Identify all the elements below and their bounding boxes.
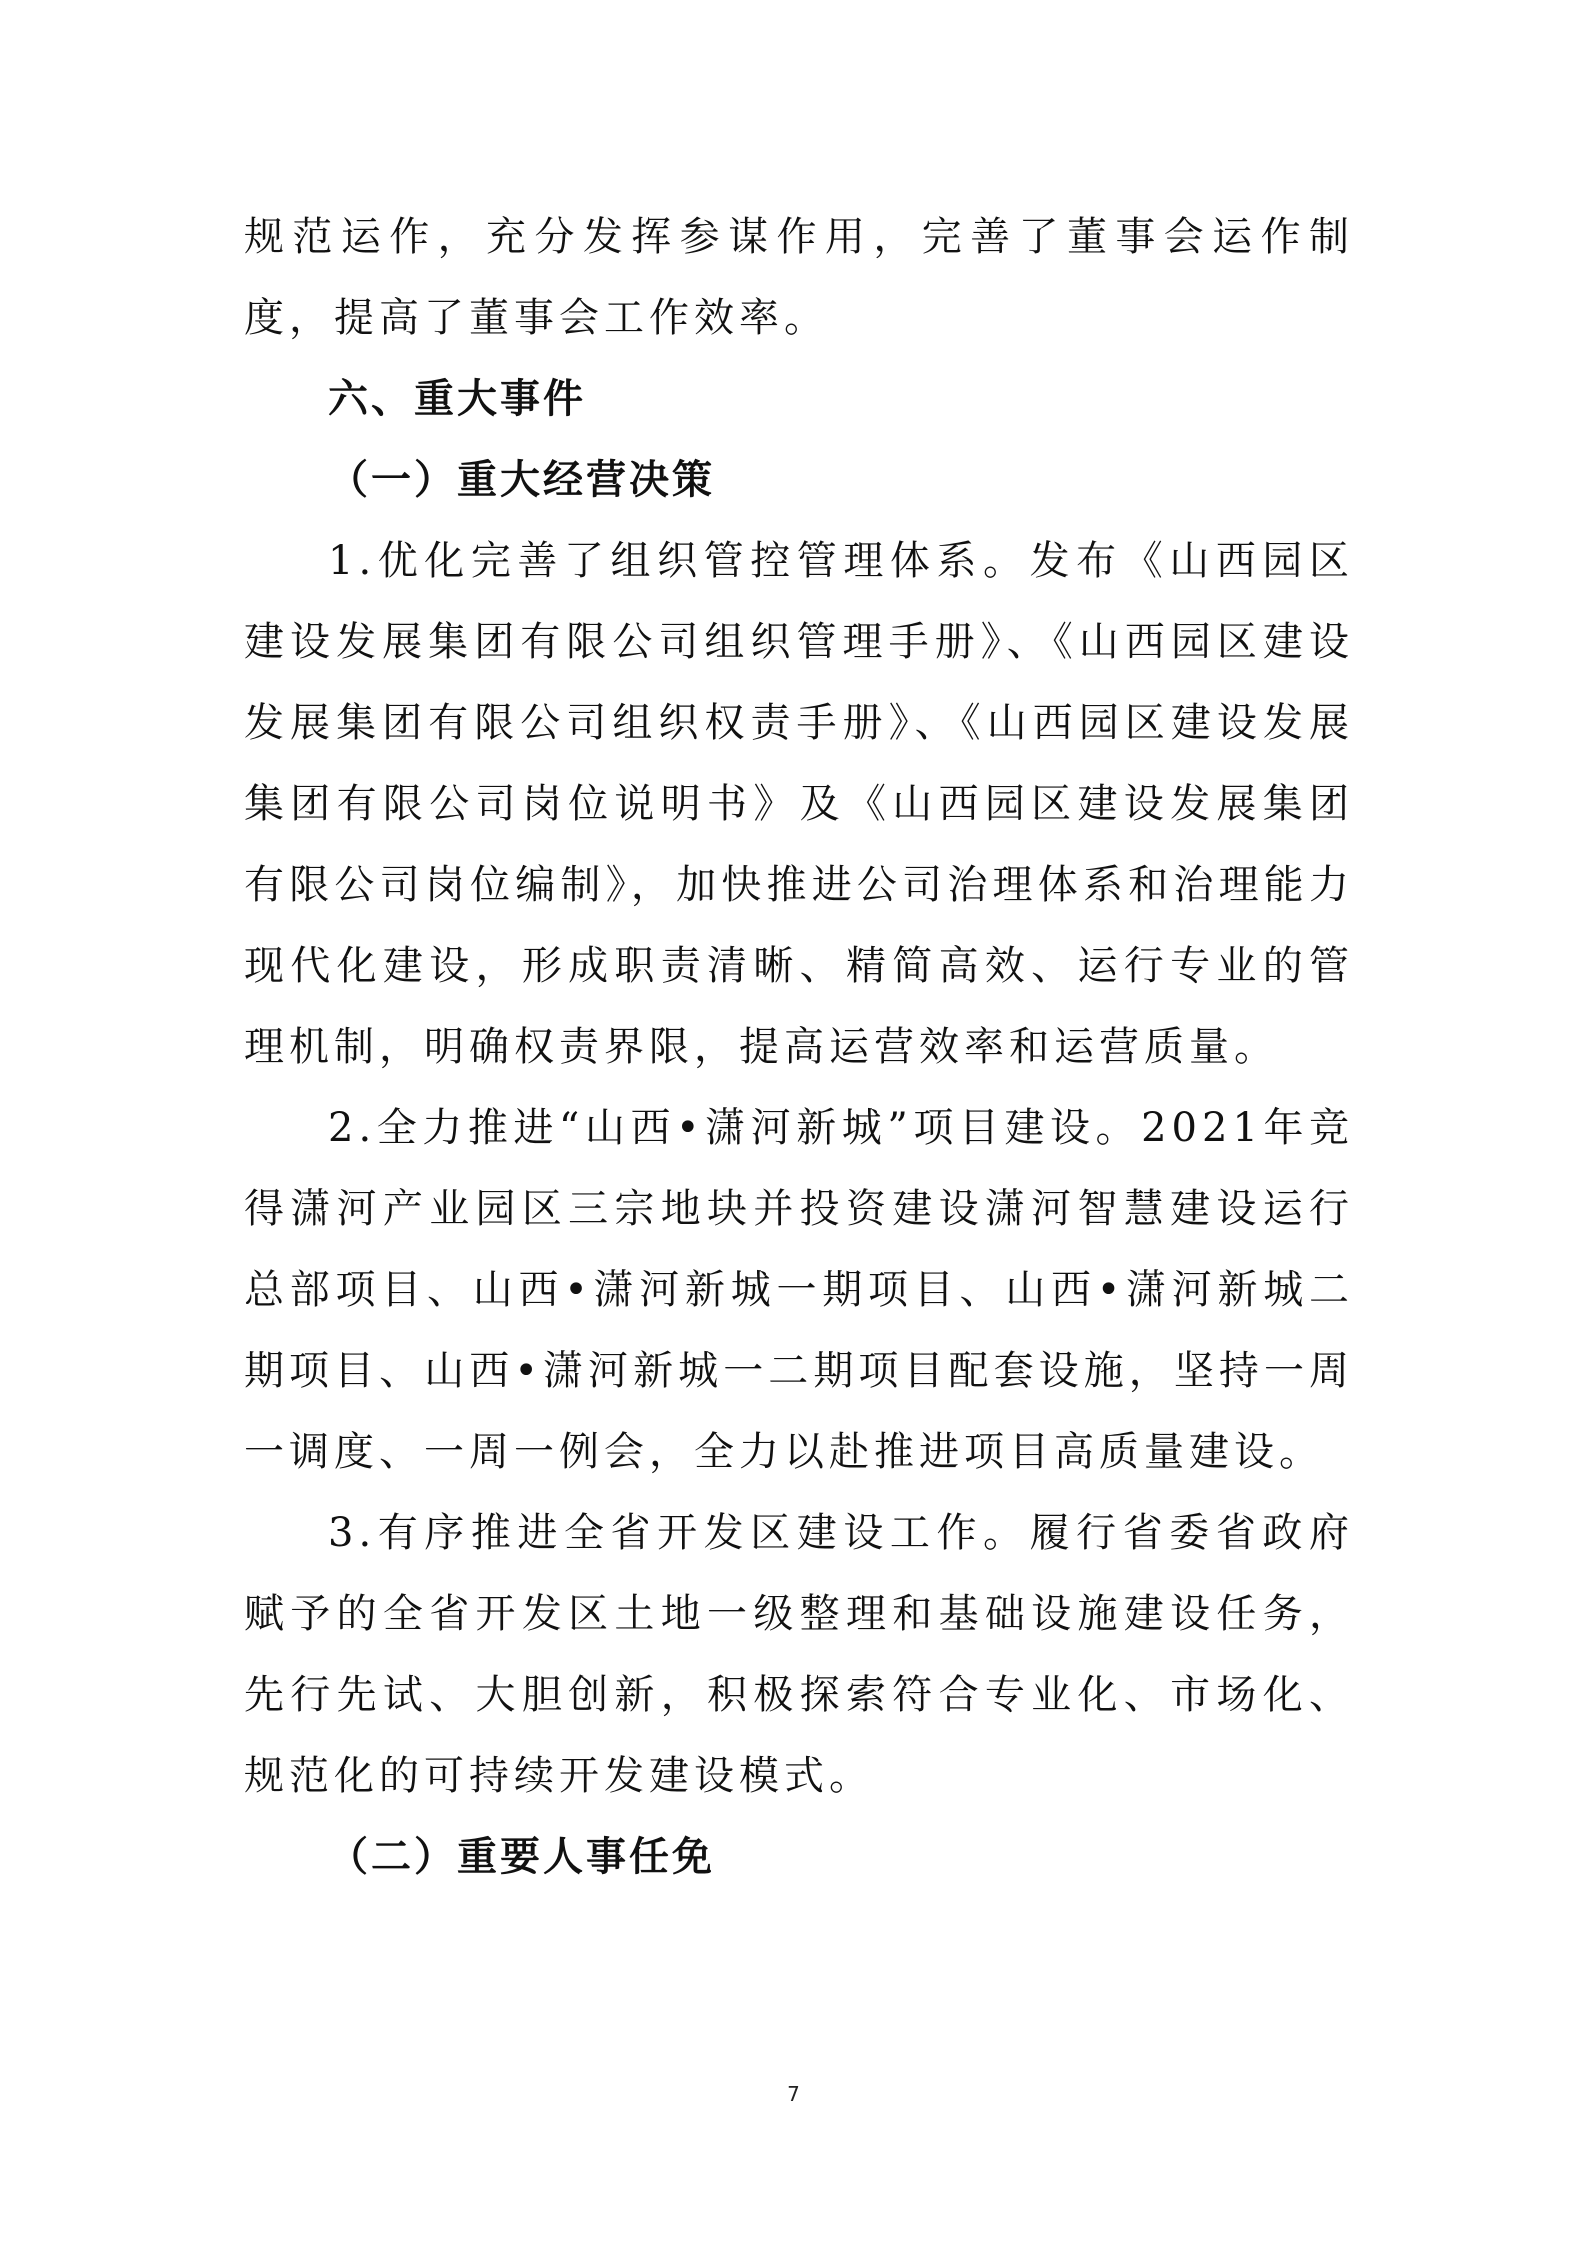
page-number: 7: [787, 2082, 800, 2106]
paragraph-continuation: 规范运作，充分发挥参谋作用，完善了董事会运作制度，提高了董事会工作效率。: [244, 214, 1354, 341]
subheading-personnel-appointments: （二）重要人事任免: [328, 1834, 715, 1880]
document-body: [244, 197, 1354, 1898]
subheading-major-business-decisions: （一）重大经营决策: [328, 457, 715, 503]
paragraph-item-1: 1.优化完善了组织管控管理体系。发布《山西园区建设发展集团有限公司组织管理手册》、《山西园区建设发展集团有限公司组织权责手册》、《山西园区建设发展集团有限公司岗位说明书》及《山西园区建设发展集团有限公司岗位编制》，加快推进公司治理体系和治理能力现代化建设，形成职责清晰、精简高效、运行专业的管理机制，明确权责界限，提高运营效率和运营质量。: [244, 538, 1354, 1070]
section-heading-major-events: 六、重大事件: [328, 376, 586, 422]
paragraph-item-2: 2.全力推进“山西•潇河新城”项目建设。2021年竞得潇河产业园区三宗地块并投资建设潇河智慧建设运行总部项目、山西•潇河新城一期项目、山西•潇河新城二期项目、山西•潇河新城一二期项目配套设施，坚持一周一调度、一周一例会，全力以赴推进项目高质量建设。: [244, 1105, 1354, 1475]
paragraph-item-3: 3.有序推进全省开发区建设工作。履行省委省政府赋予的全省开发区土地一级整理和基础设施建设任务，先行先试、大胆创新，积极探索符合专业化、市场化、规范化的可持续开发建设模式。: [244, 1510, 1354, 1799]
